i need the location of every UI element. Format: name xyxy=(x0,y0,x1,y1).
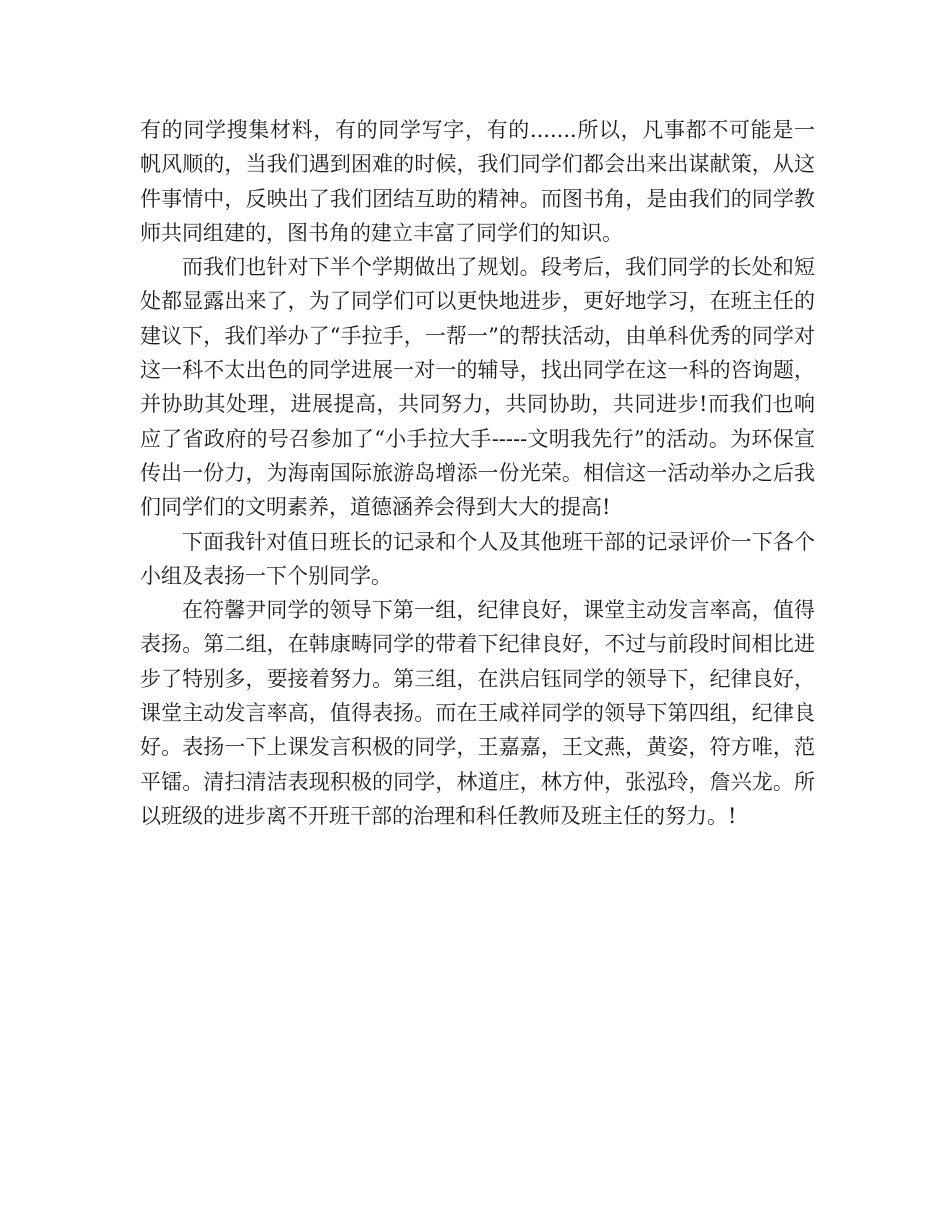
document-page xyxy=(140,113,815,833)
paragraph-4: 在符馨尹同学的领导下第一组，纪律良好，课堂主动发言率高，值得表扬。第二组，在韩康畴同学的带着下纪律良好，不过与前段时间相比进步了特别多，要接着努力。第三组，在洪启钰同学的领导下，纪律良好，课堂主动发言率高，值得表扬。而在王咸祥同学的领导下第四组，纪律良好。表扬一下上课发言积极的同学，王嘉嘉，王文燕，黄姿，符方唯，范平镭。清扫清洁表现积极的同学，林道庄，林方仲，张泓玲，詹兴龙。所以班级的进步离不开班干部的治理和科任教师及班主任的努力。! xyxy=(140,598,815,828)
paragraph-3: 下面我针对值日班长的记录和个人及其他班干部的记录评价一下各个小组及表扬一下个别同学。 xyxy=(140,529,815,588)
paragraph-1: 有的同学搜集材料，有的同学写字，有的.......所以，凡事都不可能是一帆风顺的，当我们遇到困难的时候，我们同学们都会出来出谋献策，从这件事情中，反映出了我们团结互助的精神。而图书角，是由我们的同学教师共同组建的，图书角的建立丰富了同学们的知识。 xyxy=(140,118,815,245)
paragraph-2: 而我们也针对下半个学期做出了规划。段考后，我们同学的长处和短处都显露出来了，为了同学们可以更快地进步，更好地学习，在班主任的建议下，我们举办了“手拉手，一帮一”的帮扶活动，由单科优秀的同学对这一科不太出色的同学进展一对一的辅导，找出同学在这一科的咨询题，并协助其处理，进展提高，共同努力，共同协助，共同进步!而我们也响应了省政府的号召参加了“小手拉大手-----文明我先行”的活动。为环保宣传出一份力，为海南国际旅游岛增添一份光荣。相信这一活动举办之后我们同学们的文明素养，道德涵养会得到大大的提高! xyxy=(140,255,815,520)
